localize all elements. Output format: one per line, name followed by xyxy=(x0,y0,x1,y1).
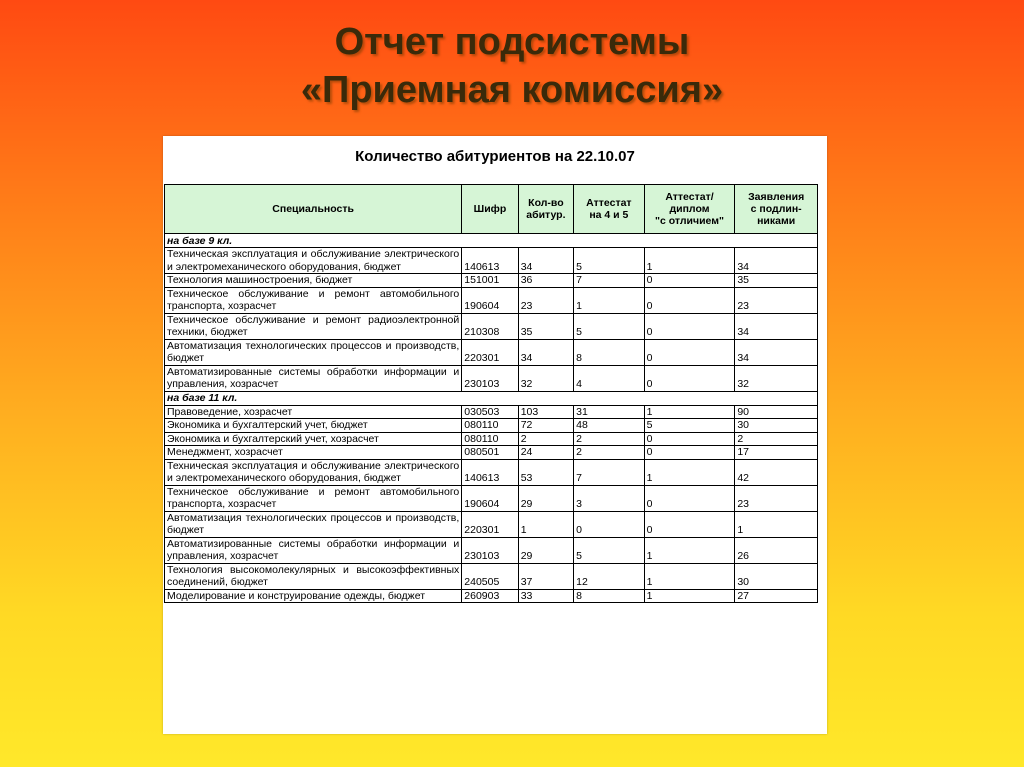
slide-title xyxy=(0,18,1024,114)
cell-originals: 90 xyxy=(735,405,818,419)
table-header-row xyxy=(165,185,818,234)
cell-count: 29 xyxy=(518,485,573,511)
table-row xyxy=(165,313,818,339)
cell-code: 080110 xyxy=(462,419,518,433)
cell-code: 151001 xyxy=(462,274,518,288)
cell-specialty: Технология машиностроения, бюджет xyxy=(165,274,462,288)
cell-specialty: Менеджмент, хозрасчет xyxy=(165,446,462,460)
cell-count: 1 xyxy=(518,511,573,537)
cell-honors: 1 xyxy=(644,537,735,563)
table-row xyxy=(165,248,818,274)
cell-originals: 34 xyxy=(735,313,818,339)
cell-certificate: 5 xyxy=(574,248,645,274)
table-row xyxy=(165,339,818,365)
cell-count: 35 xyxy=(518,313,573,339)
cell-originals: 34 xyxy=(735,248,818,274)
table-row xyxy=(165,537,818,563)
cell-originals: 32 xyxy=(735,365,818,391)
cell-count: 32 xyxy=(518,365,573,391)
cell-honors: 1 xyxy=(644,459,735,485)
applicants-table xyxy=(164,184,818,603)
table-row xyxy=(165,287,818,313)
group-label: на базе 11 кл. xyxy=(165,391,818,405)
cell-certificate: 2 xyxy=(574,446,645,460)
table-body xyxy=(165,234,818,603)
cell-certificate: 4 xyxy=(574,365,645,391)
cell-count: 24 xyxy=(518,446,573,460)
cell-honors: 1 xyxy=(644,248,735,274)
cell-specialty: Экономика и бухгалтерский учет, бюджет xyxy=(165,419,462,433)
cell-honors: 0 xyxy=(644,339,735,365)
cell-count: 53 xyxy=(518,459,573,485)
cell-honors: 1 xyxy=(644,405,735,419)
cell-specialty: Моделирование и конструирование одежды, бюджет xyxy=(165,589,462,603)
cell-count: 36 xyxy=(518,274,573,288)
cell-originals: 23 xyxy=(735,485,818,511)
column-header-honors: Аттестат/ диплом "с отличием" xyxy=(644,185,735,234)
cell-honors: 0 xyxy=(644,432,735,446)
table-row xyxy=(165,459,818,485)
cell-code: 230103 xyxy=(462,537,518,563)
cell-specialty: Техническое обслуживание и ремонт автомобильного транспорта, хозрасчет xyxy=(165,485,462,511)
cell-originals: 30 xyxy=(735,419,818,433)
cell-specialty: Правоведение, хозрасчет xyxy=(165,405,462,419)
cell-certificate: 5 xyxy=(574,537,645,563)
cell-certificate: 48 xyxy=(574,419,645,433)
cell-count: 34 xyxy=(518,339,573,365)
cell-originals: 30 xyxy=(735,563,818,589)
cell-honors: 5 xyxy=(644,419,735,433)
cell-originals: 2 xyxy=(735,432,818,446)
cell-code: 140613 xyxy=(462,248,518,274)
cell-honors: 1 xyxy=(644,589,735,603)
column-header-certificate: Аттестат на 4 и 5 xyxy=(574,185,645,234)
cell-certificate: 31 xyxy=(574,405,645,419)
cell-originals: 35 xyxy=(735,274,818,288)
cell-count: 2 xyxy=(518,432,573,446)
cell-honors: 0 xyxy=(644,446,735,460)
cell-honors: 0 xyxy=(644,511,735,537)
cell-certificate: 1 xyxy=(574,287,645,313)
cell-code: 240505 xyxy=(462,563,518,589)
cell-honors: 0 xyxy=(644,274,735,288)
column-header-originals: Заявления с подлин- никами xyxy=(735,185,818,234)
cell-originals: 17 xyxy=(735,446,818,460)
cell-count: 37 xyxy=(518,563,573,589)
cell-specialty: Автоматизированные системы обработки информации и управления, хозрасчет xyxy=(165,537,462,563)
cell-certificate: 2 xyxy=(574,432,645,446)
cell-originals: 26 xyxy=(735,537,818,563)
report-sheet xyxy=(163,136,827,734)
table-row xyxy=(165,589,818,603)
cell-code: 080501 xyxy=(462,446,518,460)
table-row xyxy=(165,485,818,511)
cell-certificate: 0 xyxy=(574,511,645,537)
table-row xyxy=(165,563,818,589)
group-row xyxy=(165,234,818,248)
cell-specialty: Техническая эксплуатация и обслуживание электрического и электромеханического оборудования, бюджет xyxy=(165,459,462,485)
cell-code: 260903 xyxy=(462,589,518,603)
cell-code: 190604 xyxy=(462,287,518,313)
cell-count: 72 xyxy=(518,419,573,433)
cell-count: 103 xyxy=(518,405,573,419)
cell-specialty: Технология высокомолекулярных и высокоэффективных соединений, бюджет xyxy=(165,563,462,589)
table-row xyxy=(165,432,818,446)
cell-originals: 42 xyxy=(735,459,818,485)
column-header-count: Кол-во абитур. xyxy=(518,185,573,234)
cell-originals: 1 xyxy=(735,511,818,537)
cell-specialty: Автоматизация технологических процессов и производств, бюджет xyxy=(165,339,462,365)
cell-count: 34 xyxy=(518,248,573,274)
cell-code: 210308 xyxy=(462,313,518,339)
cell-specialty: Автоматизация технологических процессов и производств, бюджет xyxy=(165,511,462,537)
cell-originals: 34 xyxy=(735,339,818,365)
group-row xyxy=(165,391,818,405)
cell-specialty: Техническая эксплуатация и обслуживание электрического и электромеханического оборудования, бюджет xyxy=(165,248,462,274)
cell-honors: 0 xyxy=(644,485,735,511)
table-row xyxy=(165,446,818,460)
cell-certificate: 3 xyxy=(574,485,645,511)
cell-count: 29 xyxy=(518,537,573,563)
cell-honors: 0 xyxy=(644,287,735,313)
cell-certificate: 7 xyxy=(574,274,645,288)
cell-code: 230103 xyxy=(462,365,518,391)
cell-code: 220301 xyxy=(462,339,518,365)
cell-specialty: Автоматизированные системы обработки информации и управления, хозрасчет xyxy=(165,365,462,391)
cell-honors: 0 xyxy=(644,365,735,391)
cell-certificate: 7 xyxy=(574,459,645,485)
cell-specialty: Техническое обслуживание и ремонт радиоэлектронной техники, бюджет xyxy=(165,313,462,339)
cell-certificate: 8 xyxy=(574,339,645,365)
cell-specialty: Техническое обслуживание и ремонт автомобильного транспорта, хозрасчет xyxy=(165,287,462,313)
slide-title-line-2: «Приемная комиссия» xyxy=(300,69,724,111)
table-row xyxy=(165,419,818,433)
cell-originals: 23 xyxy=(735,287,818,313)
cell-certificate: 12 xyxy=(574,563,645,589)
cell-code: 030503 xyxy=(462,405,518,419)
cell-count: 33 xyxy=(518,589,573,603)
table-row xyxy=(165,511,818,537)
cell-code: 080110 xyxy=(462,432,518,446)
group-label: на базе 9 кл. xyxy=(165,234,818,248)
table-row xyxy=(165,405,818,419)
cell-originals: 27 xyxy=(735,589,818,603)
cell-honors: 0 xyxy=(644,313,735,339)
cell-count: 23 xyxy=(518,287,573,313)
slide-title-line-1: Отчет подсистемы xyxy=(334,21,690,63)
column-header-code: Шифр xyxy=(462,185,518,234)
cell-code: 140613 xyxy=(462,459,518,485)
table-row xyxy=(165,274,818,288)
cell-code: 220301 xyxy=(462,511,518,537)
table-row xyxy=(165,365,818,391)
cell-honors: 1 xyxy=(644,563,735,589)
cell-specialty: Экономика и бухгалтерский учет, хозрасчет xyxy=(165,432,462,446)
report-heading: Количество абитуриентов на 22.10.07 xyxy=(355,148,635,165)
cell-certificate: 5 xyxy=(574,313,645,339)
cell-code: 190604 xyxy=(462,485,518,511)
column-header-specialty: Специальность xyxy=(165,185,462,234)
cell-certificate: 8 xyxy=(574,589,645,603)
